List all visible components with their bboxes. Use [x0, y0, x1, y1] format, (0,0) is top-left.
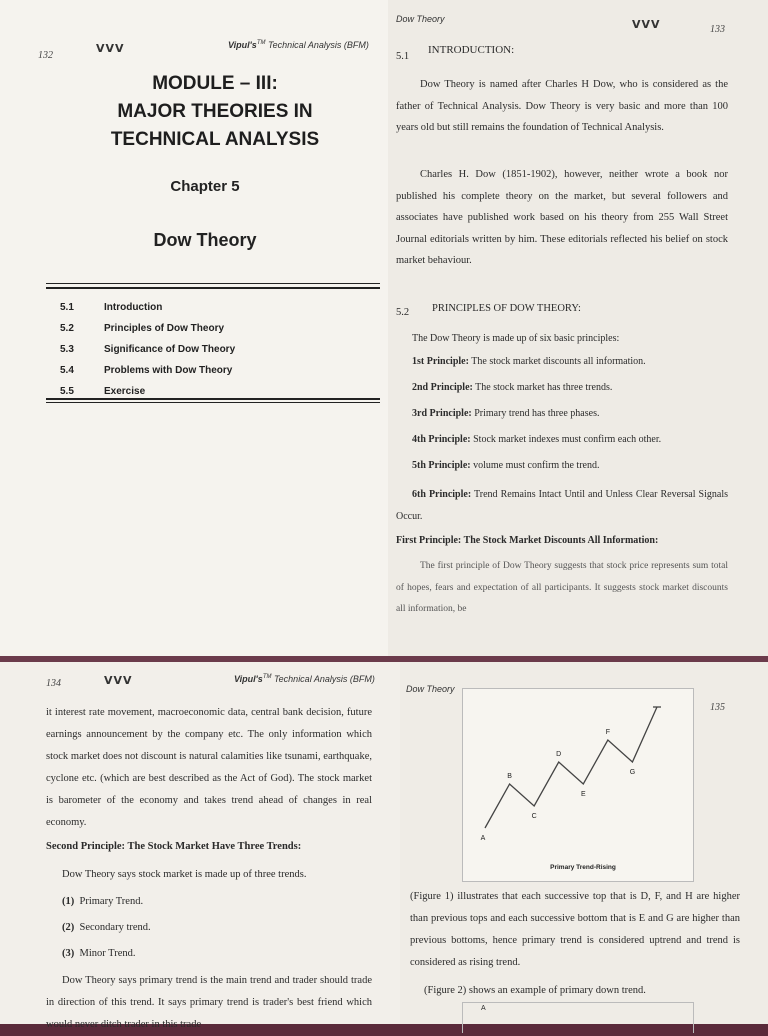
- point-label-d: D: [556, 751, 562, 758]
- table-of-contents: [60, 297, 235, 402]
- page-number: 132: [38, 50, 53, 61]
- module-line: MAJOR THEORIES IN: [117, 101, 313, 122]
- toc-label: Introduction: [104, 302, 163, 313]
- chart-caption: Primary Trend-Rising: [550, 864, 616, 871]
- principle-item: [412, 382, 732, 408]
- section-number: 5.1: [396, 51, 410, 62]
- chapter-number: Chapter 5: [170, 178, 240, 195]
- trend-item: [62, 896, 143, 907]
- divider: [46, 287, 380, 289]
- intro-paragraph: Dow Theory is named after Charles H Dow, who is considered as the father of Technical Analysis. Dow Theory is very basic and more than 100 years old but still remains the foundation of Technical Analysis.: [396, 79, 728, 133]
- principle-label: 2nd Principle:: [412, 382, 473, 393]
- trademark: TM: [256, 40, 266, 46]
- brand-name: Vipul's: [228, 40, 257, 50]
- book-title: Technical Analysis (BFM): [274, 674, 375, 684]
- section-heading: INTRODUCTION:: [428, 44, 515, 56]
- point-label-e: E: [580, 791, 586, 798]
- principle-item: [412, 356, 732, 382]
- module-line: MODULE – III:: [152, 73, 278, 94]
- trend-item: [62, 922, 151, 933]
- item-label: Minor Trend.: [79, 948, 136, 959]
- body-paragraph: The first principle of Dow Theory suggests that stock price represents sum total of hopes, fears and expectation of all participants. It suggests stock market discounts all information, be: [396, 561, 728, 614]
- vvv-logo-icon: VVV: [632, 18, 661, 31]
- trend-item: [62, 948, 136, 959]
- figure-ref: (Figure 2): [424, 985, 467, 996]
- running-head: [228, 40, 369, 50]
- trend-line: [485, 707, 657, 828]
- toc-label: Principles of Dow Theory: [104, 323, 225, 334]
- toc-num: 5.2: [60, 323, 74, 334]
- item-num: (1): [62, 896, 75, 907]
- toc-num: 5.4: [60, 365, 74, 376]
- item-num: (2): [62, 922, 75, 933]
- page-133: [388, 0, 768, 660]
- page-number: 133: [710, 24, 725, 35]
- principle-text: The stock market has three trends.: [475, 382, 613, 393]
- toc-item[interactable]: [60, 318, 235, 339]
- principle-text: Primary trend has three phases.: [474, 408, 600, 419]
- figure-2-description: [424, 980, 646, 1002]
- brand-name: Vipul's: [234, 674, 263, 684]
- figure-text: shows an example of primary down trend.: [468, 985, 646, 996]
- toc-num: 5.1: [60, 302, 74, 313]
- point-label: A: [481, 1005, 486, 1012]
- figure-1-description: [410, 886, 740, 974]
- principle-text: volume must confirm the trend.: [473, 460, 600, 471]
- body-paragraph: it interest rate movement, macroeconomic data, central bank decision, future earnings announcement by the company etc. The only information which stock market does not discount is natural calamities like tsunami, earthquake, cyclone etc. (which are best described as the Act of God). The stock market is barometer of the economy and takes trend ahead of changes in real economy.: [46, 707, 372, 828]
- principle-item: [412, 408, 732, 434]
- toc-num: 5.5: [60, 386, 74, 397]
- module-title: [80, 70, 350, 154]
- toc-item[interactable]: [60, 297, 235, 318]
- running-head: Dow Theory: [396, 14, 445, 24]
- page-132: [0, 0, 388, 660]
- figure-primary-trend-rising: [462, 688, 694, 882]
- body-text: Dow Theory says stock market is made up of three trends.: [62, 869, 307, 880]
- toc-label: Problems with Dow Theory: [104, 365, 233, 376]
- principle-label: 6th Principle:: [412, 489, 472, 500]
- principle-label: 4th Principle:: [412, 434, 471, 445]
- toc-item[interactable]: [60, 339, 235, 360]
- running-head: [234, 674, 375, 684]
- subsection-heading: Second Principle: The Stock Market Have Three Trends:: [46, 841, 302, 852]
- principle-item: [412, 460, 732, 486]
- vvv-logo-icon: VVV: [104, 674, 133, 687]
- running-head: Dow Theory: [406, 684, 455, 694]
- page-number: 134: [46, 678, 61, 689]
- principle-text: The stock market discounts all information.: [471, 356, 646, 367]
- toc-label: Exercise: [104, 386, 146, 397]
- item-label: Secondary trend.: [79, 922, 151, 933]
- principle-text: Stock market indexes must confirm each other.: [473, 434, 662, 445]
- section-number: 5.2: [396, 307, 410, 318]
- principle-item: [412, 434, 732, 460]
- toc-label: Significance of Dow Theory: [104, 344, 236, 355]
- point-label-f: F: [605, 729, 610, 736]
- section-heading: PRINCIPLES OF DOW THEORY:: [432, 303, 581, 314]
- toc-item[interactable]: [60, 360, 235, 381]
- principle-text: Trend Remains Intact Until and Unless Clear Reversal Signals Occur.: [396, 489, 728, 522]
- page-134: [0, 660, 400, 1030]
- point-label-g: G: [629, 769, 636, 776]
- trademark: TM: [262, 674, 272, 680]
- book-title: Technical Analysis (BFM): [268, 40, 369, 50]
- item-num: (3): [62, 948, 75, 959]
- divider: [46, 398, 380, 400]
- divider: [46, 283, 380, 284]
- principle-item: [396, 484, 728, 527]
- principles-list: [412, 356, 732, 486]
- toc-num: 5.3: [60, 344, 74, 355]
- vvv-logo-icon: VVV: [96, 42, 125, 55]
- divider: [46, 402, 380, 403]
- body-paragraph: Dow Theory says primary trend is the main trend and trader should trade in direction of this trend. It says primary trend is trader's best friend which would never ditch trader in this trade: [46, 975, 372, 1030]
- page-135: [400, 660, 768, 1024]
- principle-label: 5th Principle:: [412, 460, 471, 471]
- module-line: TECHNICAL ANALYSIS: [110, 129, 320, 150]
- page-number: 135: [710, 702, 725, 713]
- point-label-b: B: [507, 773, 512, 780]
- intro-paragraph: Charles H. Dow (1851-1902), however, neither wrote a book nor published his complete theory on the market, but several followers and associates have published work based on his theory from 255 Wall Street Journal editorials written by him. These editorials reflected his belief on stock market behaviour.: [396, 169, 728, 266]
- figure-ref: (Figure 1): [410, 891, 454, 902]
- subsection-heading: First Principle: The Stock Market Discounts All Information:: [396, 535, 659, 546]
- point-label-a: A: [480, 835, 486, 842]
- trend-chart: [463, 689, 693, 881]
- figure-2-frame: [462, 1002, 694, 1033]
- principles-intro: The Dow Theory is made up of six basic principles:: [412, 333, 620, 344]
- photo-seam: [0, 656, 768, 662]
- point-label-c: C: [531, 813, 537, 820]
- item-label: Primary Trend.: [79, 896, 144, 907]
- principle-label: 3rd Principle:: [412, 408, 472, 419]
- figure-text: illustrates that each successive top that is D, F, and H are higher than previous tops and each successive bottom that is E and G are higher than previous bottoms, hence primary trend is considered uptrend and trend is considered as rising trend.: [410, 891, 740, 968]
- chapter-title: Dow Theory: [153, 230, 257, 250]
- principle-label: 1st Principle:: [412, 356, 469, 367]
